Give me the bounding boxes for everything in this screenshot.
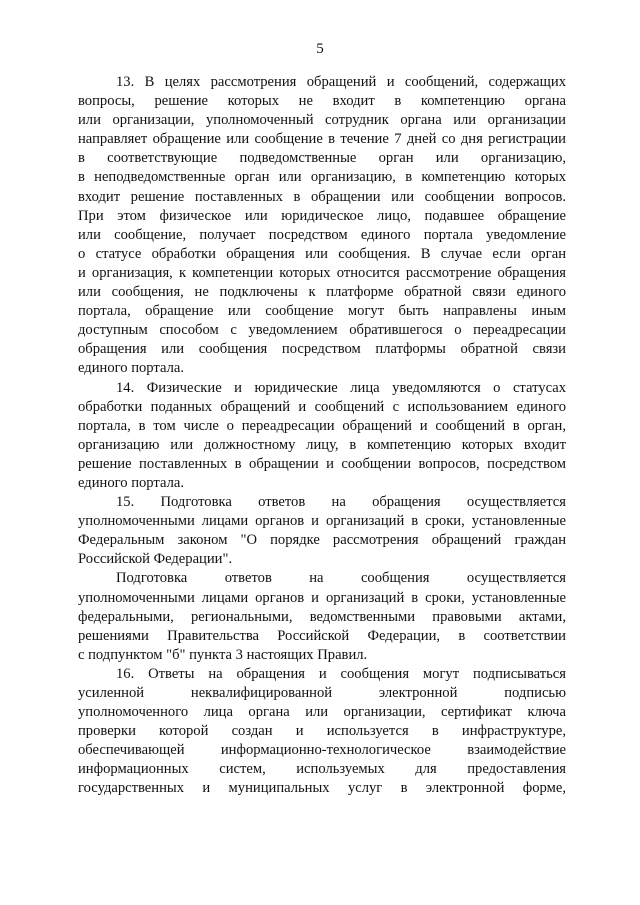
text-line: портала, в том числе о переадресации обращений и сообщений в орган,: [78, 417, 566, 434]
text-line: уполномоченными лицами органов и организаций в сроки, установленные: [78, 513, 566, 530]
text-line: с подпунктом "б" пункта 3 настоящих Правил.: [78, 646, 368, 663]
text-line: решениями Правительства Российской Федерации, в соответствии: [78, 627, 566, 644]
text-line: и организация, к компетенции которых относится рассмотрение обращения: [78, 264, 566, 281]
text-line: доступным способом с уведомлением обратившегося о переадресации: [78, 322, 566, 339]
text-line: обращения или сообщения посредством платформы обратной связи: [78, 341, 566, 358]
text-line: Федеральным законом "О порядке рассмотрения обращений граждан: [78, 532, 566, 549]
text-line: Российской Федерации".: [78, 551, 233, 568]
paragraph: [78, 493, 566, 569]
text-line: решение поставленных в обращении и сообщении вопросов, посредством: [78, 455, 566, 472]
text-line: информационных систем, используемых для предоставления: [78, 761, 566, 778]
paragraph: [78, 73, 566, 379]
text-line: или сообщения, не подключены к платформе обратной связи единого: [78, 284, 566, 301]
text-line: уполномоченного лица органа или организации, сертификат ключа: [78, 704, 566, 721]
text-line: усиленной неквалифицированной электронной подписью: [78, 685, 566, 701]
text-line: направляет обращение или сообщение в течение 7 дней со дня регистрации: [78, 131, 566, 148]
text-line: или организации, уполномоченный сотрудник органа или организации: [78, 112, 566, 129]
text-line: федеральными, региональными, ведомственными правовыми актами,: [78, 608, 566, 625]
paragraph: [78, 665, 566, 799]
text-line: проверки которой создан и используется в инфраструктуре,: [78, 723, 566, 740]
text-line: о статусе обработки обращения или сообщения. В случае если орган: [78, 245, 566, 262]
text-line: Подготовка ответов на сообщения осуществляется: [116, 570, 566, 587]
page-number: 5: [316, 41, 324, 57]
text-line: в соответствующие подведомственные орган или организацию,: [78, 150, 566, 167]
text-line: единого портала.: [78, 360, 184, 377]
text-line: обработки поданных обращений и сообщений с использованием единого: [78, 398, 566, 415]
text-line: обеспечивающей информационно-технологическое взаимодействие: [78, 742, 566, 759]
text-line: организацию или должностному лицу, в компетенцию которых входит: [78, 436, 566, 453]
text-line: 14. Физические и юридические лица уведомляются о статусах: [116, 379, 566, 396]
text-line: или сообщение, получает посредством единого портала уведомление: [78, 226, 566, 243]
text-line: уполномоченными лицами органов и организаций в сроки, установленные: [78, 589, 566, 606]
paragraph: [78, 379, 566, 494]
text-line: портала, обращение или сообщение могут быть направлены иным: [78, 303, 566, 320]
paragraph: [78, 569, 566, 664]
document-body: [78, 73, 566, 799]
text-line: входит решение поставленных в обращении или сообщении вопросов.: [78, 188, 566, 205]
text-line: 15. Подготовка ответов на обращения осуществляется: [116, 494, 566, 511]
text-line: вопросы, решение которых не входит в компетенцию органа: [78, 93, 566, 110]
text-line: в неподведомственные орган или организацию, в компетенцию которых: [78, 169, 566, 186]
text-line: 13. В целях рассмотрения обращений и сообщений, содержащих: [116, 74, 566, 90]
text-line: 16. Ответы на обращения и сообщения могут подписываться: [116, 665, 566, 682]
text-line: При этом физическое или юридическое лицо, подавшее обращение: [78, 207, 566, 224]
text-line: государственных и муниципальных услуг в электронной форме,: [78, 780, 566, 797]
text-line: единого портала.: [78, 474, 184, 491]
